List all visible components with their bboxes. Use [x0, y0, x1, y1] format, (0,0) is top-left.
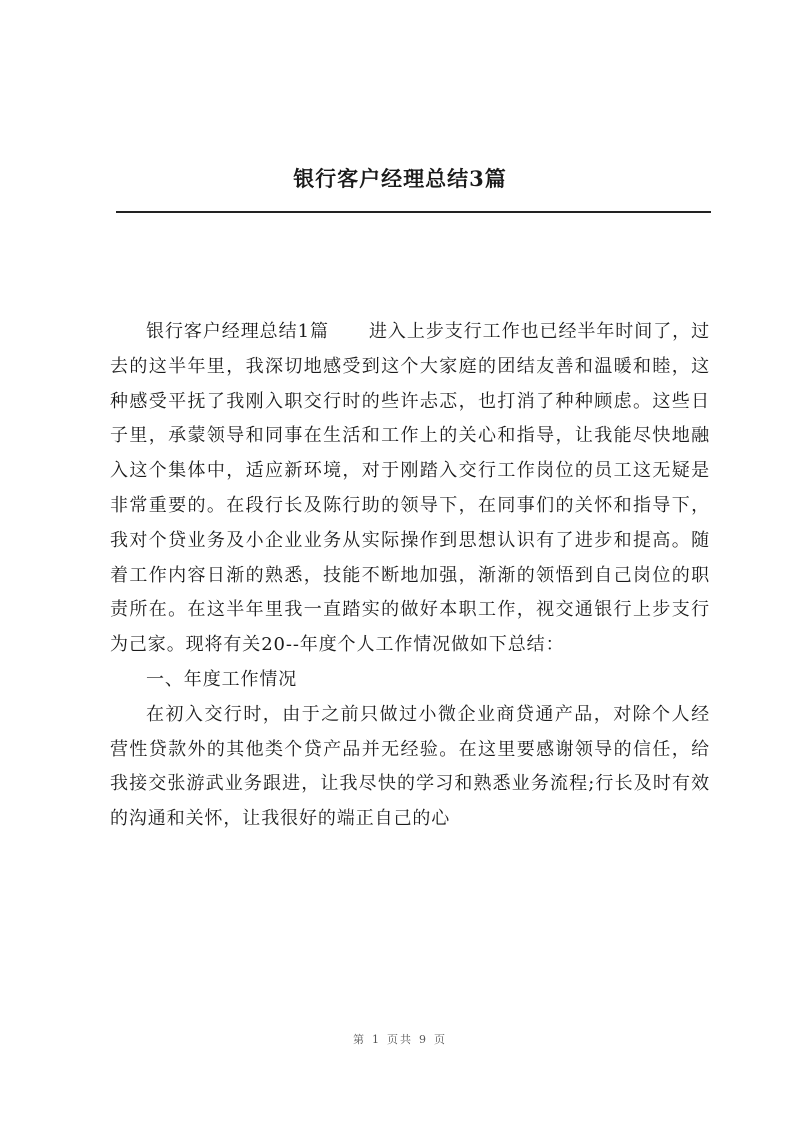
footer-total-pages: 9	[419, 1033, 428, 1046]
footer-prefix: 第	[353, 1033, 366, 1046]
title-divider	[116, 211, 711, 213]
footer-page-number: 1	[372, 1033, 381, 1046]
footer-middle: 页共	[387, 1033, 413, 1046]
footer-suffix: 页	[434, 1033, 447, 1046]
paragraph-intro	[110, 315, 710, 663]
document-title: 银行客户经理总结3篇	[293, 166, 507, 191]
section-heading: 一、年度工作情况	[146, 668, 298, 690]
document-body	[110, 315, 710, 837]
paragraph-work-situation: 在初入交行时，由于之前只做过小微企业商贷通产品，对除个人经营性贷款外的其他类个贷产品并无经验。在这里要感谢领导的信任，给我接交张游武业务跟进，让我尽快的学习和熟悉业务流程;行长及时有效的沟通和关怀，让我很好的端正自己的心	[110, 703, 710, 830]
section-lead: 银行客户经理总结1篇	[146, 321, 329, 342]
paragraph-text: 进入上步支行工作也已经半年时间了，过去的这半年里，我深切地感受到这个大家庭的团结友善和温暖和睦，这种感受平抚了我刚入职交行时的些许忐忑，也打消了种种顾虑。这些日子里，承蒙领导和同事在生活和工作上的关心和指导，让我能尽快地融入这个集体中，适应新环境，对于刚踏入交行工作岗位的员工这无疑是非常重要的。在段行长及陈行助的领导下，在同事们的关怀和指导下，我对个贷业务及小企业业务从实际操作到思想认识有了进步和提高。随着工作内容日渐的熟悉，技能不断地加强，渐渐的领悟到自己岗位的职责所在。在这半年里我一直踏实的做好本职工作，视交通银行上步支行为己家。现将有关20--年度个人工作情况做如下总结：	[110, 321, 710, 656]
page-footer	[0, 1031, 800, 1047]
